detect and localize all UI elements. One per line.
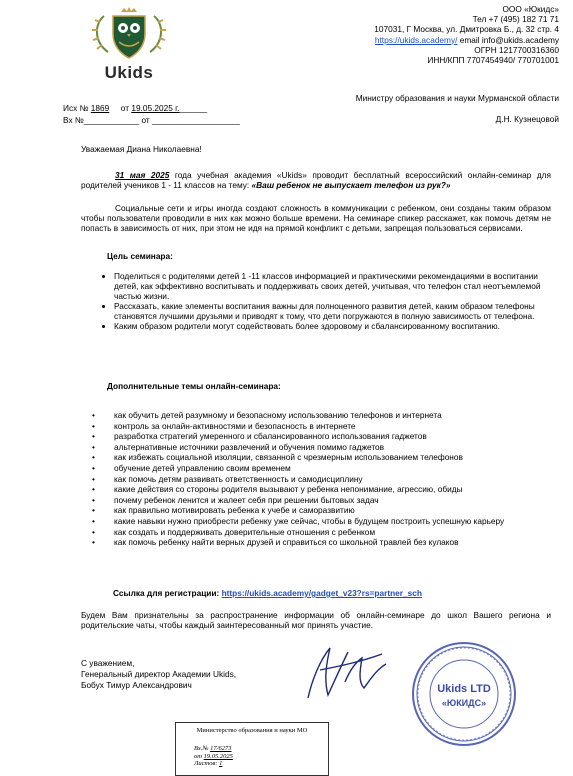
reference-block (63, 102, 240, 127)
list-item: • как создать и поддерживать доверительные отношения с ребенком (114, 527, 551, 538)
intro-paragraph: 31 мая 2025 года учебная академия «Ukids» проводит бесплатный всероссийский онлайн-семинар для родителей учеников 1 - 11 классов на тему: «Ваш ребенок не выпускает телефон из рук?» (81, 170, 552, 190)
list-item: • почему ребенок ленится и жалеет себя при решении бытовых задач (114, 495, 551, 506)
list-item: • разработка стратегий умеренного и сбалансированного использования гаджетов (114, 431, 551, 442)
stamp-text-1: Ukids LTD (437, 683, 491, 695)
company-ogrn: ОГРН 1217700316360 (474, 44, 559, 55)
registration-label: Ссылка для регистрации: (113, 588, 222, 598)
closing-paragraph: Будем Вам признательны за распространение информации об онлайн-семинаре до школ Вашего региона и родительские чаты, чтобы каждый заинтересованный мог принять участие. (81, 610, 551, 630)
list-item: • контроль за онлайн-активностями и безопасность в интернете (114, 421, 551, 432)
list-item: • как помочь ребенку найти верных друзей и справиться со школьной травлей без кулаков (114, 537, 551, 548)
registration-line (113, 589, 422, 599)
event-date: 31 мая 2025 (115, 170, 170, 180)
recipient-org: Министру образования и науки Мурманской области (355, 93, 559, 103)
list-item: • как помочь детям развивать ответственность и самодисциплину (114, 474, 551, 485)
reg-stamp-sheets: 1 (219, 760, 223, 768)
topics-list (81, 410, 551, 548)
company-name: ООО «Юкидс» (502, 4, 559, 14)
list-item: • как обучить детей разумному и безопасному использованию телефонов и интернета (114, 410, 551, 421)
company-site-link[interactable]: https://ukids.academy/ (374, 34, 458, 45)
list-item: • Рассказать, какие элементы воспитания важны для полноценного развития детей, каким образом телефоны становятся лучшими друзьями и приводят к тому, что дети погружаются в полную зависимость от телефона. (114, 302, 551, 322)
company-inn: ИНН/КПП 7707454940/ 770701001 (427, 55, 559, 66)
shield-crest-icon (86, 6, 172, 68)
greeting: Уважаемая Диана Николаевна! (81, 144, 202, 154)
company-address: 107031, Г Москва, ул. Дмитровка Б., д. 32 стр. 4 (374, 24, 559, 35)
list-item: • какие действия со стороны родителя вызывают у ребенка непонимание, агрессию, обиды (114, 484, 551, 495)
outgoing-date: 19.05.2025 г. (131, 103, 180, 113)
list-item: • Поделиться с родителями детей 1 -11 классов информацией и практическими рекомендациями в воспитании детей, как эффективно воспитывать и поддерживать своих детей, учитывая, что телефон стал неотъемлемой частью жизни. (114, 272, 551, 302)
reg-stamp-number: 17/6273 (210, 744, 232, 752)
reg-stamp-title: Министерство образования и науки МО (196, 727, 308, 734)
list-item: • альтернативные источники развлечений и обучения помимо гаджетов (114, 442, 551, 453)
outgoing-ref: Исх № 1869 от 19.05.2025 г.______ (63, 103, 208, 113)
company-details (259, 4, 559, 65)
reg-stamp-date: 19.05.2025 (203, 752, 233, 760)
registration-stamp: Министерство образования и науки МО Вх.№ 17/6273 от 19.05.2025 Листов: 1 (175, 722, 329, 776)
incoming-ref: Вх №____________ от ___________________ (63, 115, 240, 126)
list-item: • какие навыки нужно приобрести ребенку уже сейчас, чтобы в будущем построить успешную карьеру (114, 516, 551, 527)
list-item: • как правильно мотивировать ребенка к учебе и саморазвитию (114, 505, 551, 516)
outgoing-number: 1869 (90, 103, 110, 113)
registration-link[interactable]: https://ukids.academy/gadget_v23?rs=partner_sch (221, 588, 422, 598)
company-stamp (410, 640, 518, 748)
topics-heading: Дополнительные темы онлайн-семинара: (107, 381, 281, 391)
signature-block: С уважением, Генеральный директор Академии Ukids, Бобух Тимур Александрович (81, 658, 237, 690)
goals-heading: Цель семинара: (107, 251, 173, 261)
stamp-text-2: «ЮКИДС» (441, 698, 487, 708)
handwritten-signature (290, 640, 395, 705)
list-item: • обучение детей управлению своим временем (114, 463, 551, 474)
list-item: • Каким образом родители могут содействовать более здоровому и сбалансированному воспитанию. (114, 322, 551, 332)
list-item: • как избежать социальной изоляции, связанной с чрезмерным использованием телефонов (114, 452, 551, 463)
goals-list (81, 272, 551, 332)
seminar-topic: «Ваш ребенок не выпускает телефон из рук?» (251, 179, 451, 190)
recipient-name: Д.Н. Кузнецовой (495, 114, 559, 124)
company-phone: Тел +7 (495) 182 71 71 (472, 14, 559, 25)
company-web-email (259, 35, 559, 45)
company-email: email info@ukids.academy (457, 34, 559, 45)
description-paragraph: Социальные сети и игры иногда создают сложность в коммуникации с ребенком, они созданы таким образом чтобы пользователи проводили в них как можно больше времени. На семинаре спикер расскажет, как помочь детям не попасть в зависимость от них, при этом не идя на прямой конфликт с детьми, запрещая пользоваться сервисами. (81, 203, 551, 233)
logo-wordmark: Ukids (104, 63, 154, 82)
